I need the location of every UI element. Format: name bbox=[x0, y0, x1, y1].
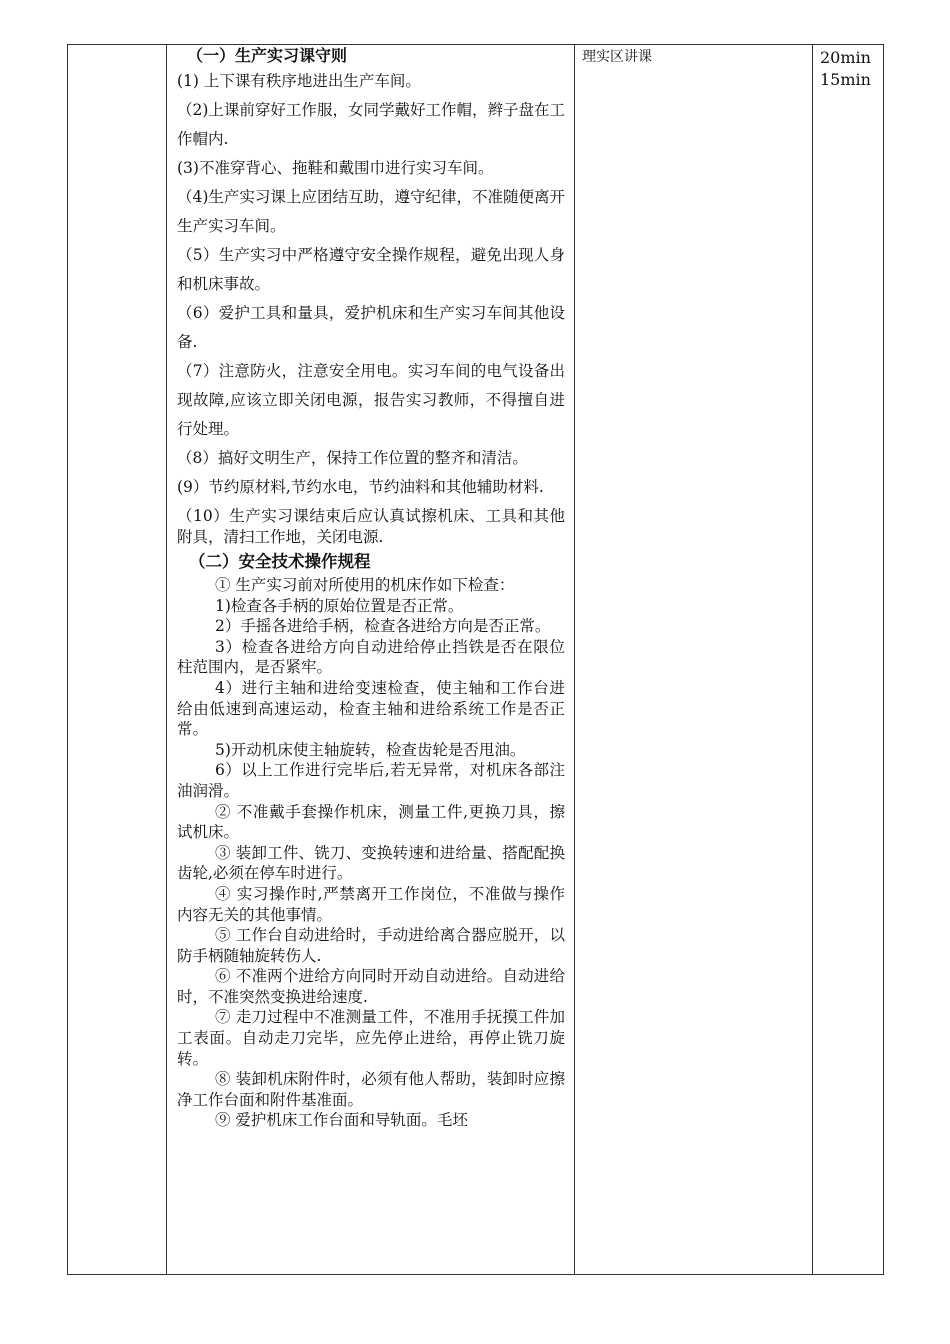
procedure-item: ⑧ 装卸机床附件时，必须有他人帮助，装卸时应擦净工作台面和附件基准面。 bbox=[177, 1070, 565, 1109]
time-allocation: 15min bbox=[820, 70, 871, 89]
procedure-item: ⑥ 不准两个进给方向同时开动自动进给。自动进给时，不准突然变换进给速度. bbox=[177, 967, 565, 1006]
rule-item: （5）生产实习中严格遵守安全操作规程，避免出现人身和机床事故。 bbox=[177, 246, 565, 293]
procedure-item: 1)检查各手柄的原始位置是否正常。 bbox=[215, 596, 464, 615]
lesson-table bbox=[67, 44, 884, 1275]
rule-item: （4)生产实习课上应团结互助，遵守纪律，不准随便离开生产实习车间。 bbox=[177, 188, 565, 235]
column-divider bbox=[574, 45, 575, 1274]
procedure-item: ⑦ 走刀过程中不准测量工件，不准用手抚摸工件加工表面。自动走刀完毕，应先停止进给，再停止铣刀旋转。 bbox=[177, 1008, 565, 1068]
procedure-item: ② 不准戴手套操作机床，测量工件,更换刀具，擦试机床。 bbox=[177, 802, 565, 842]
column-divider bbox=[166, 45, 167, 1274]
rule-item: （10）生产实习课结束后应认真试擦机床、工具和其他附具，清扫工作地，关闭电源. bbox=[177, 507, 565, 546]
rule-item: （7）注意防火，注意安全用电。实习车间的电气设备出现故障,应该立即关闭电源，报告实习教师，不得擅自进行处理。 bbox=[177, 362, 565, 438]
section2-title: （二）安全技术操作规程 bbox=[189, 552, 371, 571]
time-allocation: 20min bbox=[820, 48, 871, 67]
procedure-item: ⑨ 爱护机床工作台面和导轨面。毛坯 bbox=[215, 1111, 468, 1130]
rule-item: （8）搞好文明生产，保持工作位置的整齐和清洁。 bbox=[177, 449, 528, 467]
teaching-method: 理实区讲课 bbox=[582, 49, 652, 65]
section1-title: （一）生产实习课守则 bbox=[187, 46, 348, 65]
procedure-item: 4）进行主轴和进给变速检查，使主轴和工作台进给由低速到高速运动，检查主轴和进给系统工作是否正常。 bbox=[177, 678, 565, 739]
procedure-item: 5)开动机床使主轴旋转，检查齿轮是否甩油。 bbox=[215, 740, 526, 759]
procedure-item: ③ 装卸工件、铣刀、变换转速和进给量、搭配配换齿轮,必须在停车时进行。 bbox=[177, 843, 565, 883]
rule-item: （2)上课前穿好工作服，女同学戴好工作帽，辫子盘在工作帽内. bbox=[177, 101, 565, 148]
procedure-item: 3）检查各进给方向自动进给停止挡铁是否在限位柱范围内，是否紧牢。 bbox=[177, 637, 565, 677]
procedure-item: 6）以上工作进行完毕后,若无异常，对机床各部注油润滑。 bbox=[177, 761, 565, 800]
procedure-item: ① 生产实习前对所使用的机床作如下检查： bbox=[215, 576, 515, 594]
content-column bbox=[177, 45, 565, 1274]
time-column bbox=[820, 45, 880, 91]
rule-item: (3)不准穿背心、拖鞋和戴围巾进行实习车间。 bbox=[177, 159, 494, 177]
procedure-item: 2）手摇各进给手柄，检查各进给方向是否正常。 bbox=[215, 617, 551, 636]
rule-item: (9）节约原材料,节约水电，节约油料和其他辅助材料. bbox=[177, 478, 544, 496]
procedure-item: ⑤ 工作台自动进给时，手动进给离合器应脱开，以防手柄随轴旋转伤人. bbox=[177, 926, 565, 965]
rule-item: (1) 上下课有秩序地进出生产车间。 bbox=[177, 72, 421, 90]
column-divider bbox=[812, 45, 813, 1274]
procedure-item: ④ 实习操作时,严禁离开工作岗位，不准做与操作内容无关的其他事情。 bbox=[177, 884, 565, 924]
rule-item: （6）爱护工具和量具，爱护机床和生产实习车间其他设备. bbox=[177, 304, 565, 351]
